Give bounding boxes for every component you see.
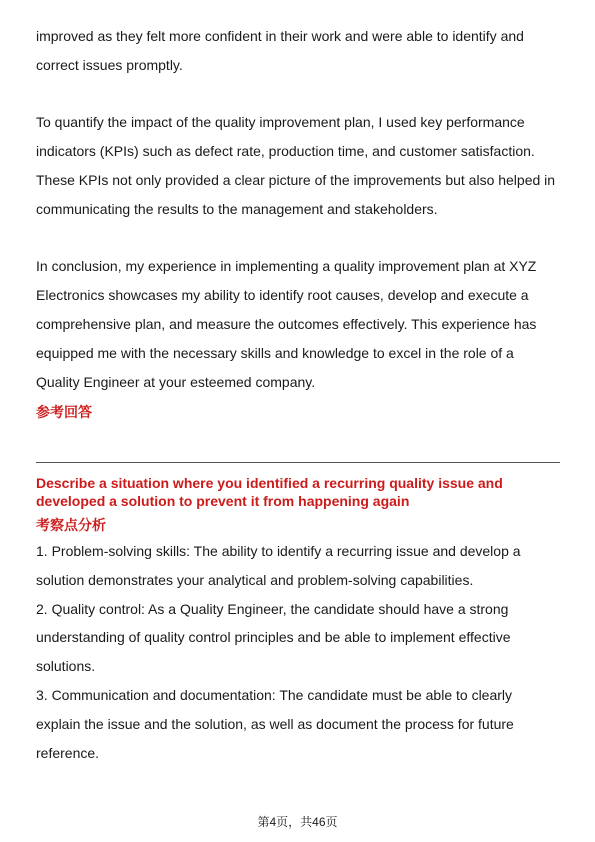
question-heading: Describe a situation where you identified a recurring quality issue and developed a solution to prevent it from happening again: [36, 475, 503, 509]
paragraph-spacer: [36, 80, 560, 108]
analysis-point-2: 2. Quality control: As a Quality Engineer, the candidate should have a strong understanding of quality control principles and be able to implement effective solutions.: [36, 600, 511, 675]
analysis-heading: 考察点分析: [36, 517, 106, 533]
section-divider: [36, 462, 560, 463]
answer-paragraph-1: improved as they felt more confident in their work and were able to identify and correct issues promptly.: [36, 28, 524, 73]
analysis-point-1: 1. Problem-solving skills: The ability to identify a recurring issue and develop a solution demonstrates your analytical and problem-solving capabilities.: [36, 543, 521, 588]
page-number-footer: 第4页，共46页: [257, 815, 338, 829]
analysis-point-3: 3. Communication and documentation: The candidate must be able to clearly explain the issue and the solution, as well as document the process for future reference.: [36, 686, 514, 761]
paragraph-spacer: [36, 224, 560, 252]
page-content: [36, 22, 560, 767]
analysis-list: [36, 537, 560, 767]
reference-answer-heading: 参考回答: [36, 404, 92, 420]
answer-paragraph-3: In conclusion, my experience in implementing a quality improvement plan at XYZ Electronics showcases my ability to identify root causes, develop and execute a comprehensive plan, and measure the outcomes effectively. This experience has equipped me with the necessary skills and knowledge to excel in the role of a Quality Engineer at your esteemed company.: [36, 258, 537, 390]
answer-paragraph-2: To quantify the impact of the quality improvement plan, I used key performance indicators (KPIs) such as defect rate, production time, and customer satisfaction. These KPIs not only provided a clear picture of the improvements but also helped in communicating the results to the management and stakeholders.: [36, 114, 556, 217]
